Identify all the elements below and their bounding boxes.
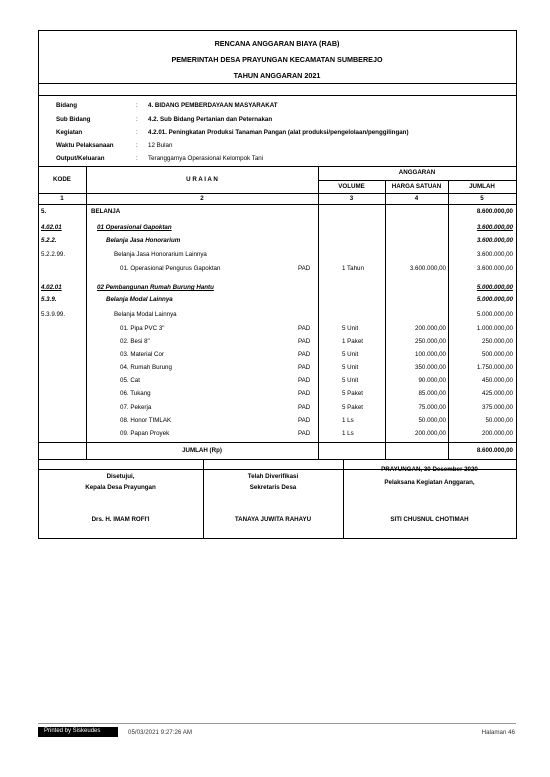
place-date: PRAYUNGAN, 30 Desember 2020 [381, 466, 478, 473]
info-value: 4. BIDANG PEMBERDAYAAN MASYARAKAT [148, 102, 278, 109]
row-description: 01. Operasional Pengurus Gapoktan [120, 265, 221, 272]
info-label: Output/Keluaran [56, 155, 105, 162]
row-amount: 5.000.000,00 [476, 296, 513, 303]
info-sep: : [136, 116, 138, 123]
info-value: Teranggarnya Operasional Kelompok Tani [148, 155, 264, 162]
row-unit-price: 85.000,00 [418, 390, 446, 397]
row-unit-price: 250.000,00 [415, 338, 446, 345]
info-label: Kegiatan [56, 129, 83, 136]
row-source: PAD [298, 390, 311, 397]
row-unit-price: 90.000,00 [418, 377, 446, 384]
info-label: Bidang [56, 102, 77, 109]
row-description: Belanja Jasa Honorarium [106, 237, 181, 244]
info-sep: : [136, 102, 138, 109]
col-volume-header: VOLUME [338, 183, 365, 190]
info-value: 4.2.01. Peningkatan Produksi Tanaman Pangan (alat produksi/pengelolaan/penggilingan) [148, 129, 409, 136]
row-source: PAD [298, 325, 311, 332]
row-amount: 500.000,00 [482, 351, 513, 358]
row-description: 09. Papan Proyek [120, 430, 170, 437]
total-value: 8.600.000,00 [476, 447, 513, 454]
row-source: PAD [298, 404, 311, 411]
row-description: BELANJA [91, 208, 121, 215]
row-description: Belanja Modal Lainnya [114, 311, 177, 318]
col-number: 2 [200, 195, 204, 202]
row-amount: 425.000,00 [482, 390, 513, 397]
col-number: 5 [480, 195, 484, 202]
col-number: 3 [349, 195, 354, 202]
info-sep: : [136, 142, 138, 149]
row-amount: 250.000,00 [482, 338, 513, 345]
col-anggaran-header: ANGGARAN [398, 169, 436, 176]
row-amount: 5.000.000,00 [476, 311, 513, 318]
row-amount: 3.600.000,00 [476, 265, 513, 272]
row-source: PAD [298, 338, 311, 345]
row-amount: 375.000,00 [482, 404, 513, 411]
row-source: PAD [298, 265, 311, 272]
row-volume: 1 Ls [342, 417, 354, 424]
col-harga-header: HARGA SATUAN [391, 183, 442, 190]
row-amount: 50.000,00 [485, 417, 513, 424]
row-code: 5.2.2.99. [41, 251, 66, 258]
row-amount: 450.000,00 [482, 377, 513, 384]
verifier-name: TANAYA JUWITA RAHAYU [234, 516, 312, 523]
row-unit-price: 100.000,00 [415, 351, 446, 358]
row-unit-price: 200.000,00 [415, 430, 446, 437]
row-amount: 3.600.000,00 [476, 237, 513, 244]
col-uraian-header: U R A I A N [186, 176, 218, 183]
info-label: Sub Bidang [56, 116, 91, 123]
row-description: 06. Tukang [120, 390, 151, 397]
approver-title: Kepala Desa Prayungan [85, 484, 156, 491]
row-description: 01 Operasional Gapoktan [97, 224, 172, 231]
row-description: 02 Pembangunan Rumah Burung Hantu [97, 284, 214, 291]
row-description: 04. Rumah Burung [120, 364, 172, 371]
row-amount: 5.000.000,00 [476, 284, 513, 291]
row-amount: 3.600.000,00 [476, 224, 513, 231]
row-volume: 5 Unit [342, 364, 359, 371]
row-description: 05. Cat [120, 377, 140, 384]
total-label: JUMLAH (Rp) [182, 447, 222, 454]
col-number: 4 [414, 195, 419, 202]
row-code: 5.2.2. [41, 237, 57, 244]
row-source: PAD [298, 430, 311, 437]
row-code: 5.3.9.99. [41, 311, 66, 318]
row-description: 02. Besi 8" [120, 338, 150, 345]
row-volume: 5 Paket [342, 390, 363, 397]
row-unit-price: 50.000,00 [418, 417, 446, 424]
print-timestamp: 05/03/2021 9:27:26 AM [128, 729, 192, 736]
page-number: Halaman 46 [481, 729, 515, 736]
info-sep: : [136, 155, 138, 162]
row-unit-price: 350.000,00 [415, 364, 446, 371]
row-amount: 3.600.000,00 [476, 251, 513, 258]
row-description: Belanja Modal Lainnya [106, 296, 173, 303]
row-volume: 1 Tahun [342, 265, 364, 272]
row-amount: 8.600.000,00 [476, 208, 513, 215]
info-value: 12 Bulan [148, 142, 173, 149]
row-description: 08. Honor TIMLAK [120, 417, 172, 424]
executor-name: SITI CHUSNUL CHOTIMAH [390, 516, 469, 523]
row-description: Belanja Jasa Honorarium Lainnya [114, 251, 207, 258]
info-sep: : [136, 129, 138, 136]
row-code: 4.02.01 [41, 224, 62, 231]
row-unit-price: 75.000,00 [418, 404, 446, 411]
row-code: 5. [41, 208, 47, 215]
doc-year: TAHUN ANGGARAN 2021 [233, 71, 321, 80]
printed-by-badge: Printed by Siskeudes [38, 727, 118, 737]
row-source: PAD [298, 351, 311, 358]
row-volume: 5 Unit [342, 351, 359, 358]
row-volume: 1 Ls [342, 430, 354, 437]
row-source: PAD [298, 377, 311, 384]
row-amount: 1.750.000,00 [476, 364, 513, 371]
row-code: 5.3.9. [41, 296, 57, 303]
row-description: 03. Material Cor [120, 351, 165, 358]
row-description: 01. Pipa PVC 3" [120, 325, 165, 332]
row-amount: 1.000.000,00 [476, 325, 513, 332]
row-volume: 5 Paket [342, 404, 363, 411]
verifier-role: Telah Diverifikasi [247, 473, 299, 480]
row-description: 07. Pekerja [120, 404, 152, 411]
verifier-title: Sekretaris Desa [249, 484, 297, 491]
row-source: PAD [298, 364, 311, 371]
row-source: PAD [298, 417, 311, 424]
doc-title: RENCANA ANGGARAN BIAYA (RAB) [214, 39, 340, 48]
executor-title: Pelaksana Kegiatan Anggaran, [384, 479, 475, 486]
approver-name: Drs. H. IMAM ROFI'I [91, 516, 150, 523]
approver-role: Disetujui, [106, 473, 135, 480]
row-unit-price: 200.000,00 [415, 325, 446, 332]
doc-subtitle: PEMERINTAH DESA PRAYUNGAN KECAMATAN SUMBEREJO [171, 55, 383, 64]
row-unit-price: 3.600.000,00 [409, 265, 446, 272]
col-kode-header: KODE [53, 176, 71, 183]
signature-frame [38, 459, 517, 539]
info-label: Waktu Pelaksanaan [56, 142, 114, 149]
col-jumlah-header: JUMLAH [469, 183, 495, 190]
row-code: 4.02.01 [41, 284, 62, 291]
row-volume: 1 Paket [342, 338, 363, 345]
col-number: 1 [60, 195, 64, 202]
info-value: 4.2. Sub Bidang Pertanian dan Peternakan [148, 116, 273, 123]
row-volume: 5 Unit [342, 325, 359, 332]
row-volume: 5 Unit [342, 377, 359, 384]
row-amount: 200.000,00 [482, 430, 513, 437]
